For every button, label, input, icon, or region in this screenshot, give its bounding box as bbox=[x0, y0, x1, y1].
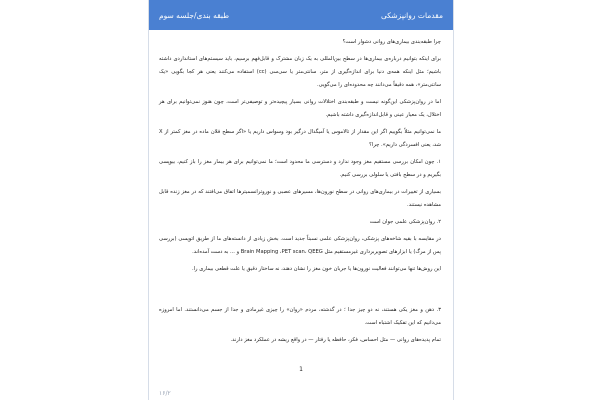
page-number: 1 bbox=[299, 366, 303, 373]
course-title: مقدمات روانپزشکی bbox=[381, 11, 443, 20]
paragraph: ۲. روان‌پزشکی علمی جوان است bbox=[369, 219, 441, 225]
document-body bbox=[159, 36, 441, 351]
header-bar bbox=[149, 0, 453, 30]
paragraph: بسیاری از تغییرات در بیماری‌های روانی در سطح نورون‌ها، مسیرهای عصبی و نوروترانسمیترها اتفاق می‌افتند که در مغز زنده قابل مشاهده نیستند. bbox=[159, 189, 441, 208]
session-title: طبقه بندی/جلسه سوم bbox=[159, 11, 230, 20]
paragraph: در مقایسه با بقیه شاخه‌های پزشکی، روان‌پزشکی علمی نسبتاً جدید است. بخش زیادی از دانسته‌های ما از طریق اتوپسی (بررسی پس از مرگ) یا ابزارهای تصویربرداری غیرمستقیم مثل Brain Mapping ،PET scan، QEEG و ... به دست آمده‌اند. bbox=[159, 236, 441, 255]
paragraph: برای اینکه بتوانیم درباره‌ی بیماری‌ها در سطح بین‌المللی به یک زبان مشترک و قابل‌فهم برسیم، باید سیستم‌های استانداردی داشته باشیم؛ مثل اینکه همه‌ی دنیا برای اندازه‌گیری از متر، سانتی‌متر یا سی‌سی (cc) استفاده می‌کنند یعنی هر کجا بگویی «یک سانتی‌متر»، همه دقیقاً می‌دانند چه محدوده‌ای را می‌گویی. bbox=[159, 56, 441, 88]
paragraph: اما در روان‌پزشکی این‌گونه نیست و طبقه‌بندی اختلالات روانی بسیار پیچیده‌تر و توصیفی‌تر است، چون هنوز نمی‌توانیم برای هر اختلال، یک معیار عینی و قابل‌اندازه‌گیری داشته باشیم. bbox=[159, 99, 441, 118]
paragraph: ۳. ذهن و مغز یکی هستند، نه دو چیز جدا ؛ در گذشته، مردم «روان» را چیزی غیرمادی و جدا از جسم می‌دانستند. اما امروزه می‌دانیم که این تفکیک اشتباه است. bbox=[159, 307, 441, 326]
paragraph: ۱. چون امکان بررسی مستقیم مغز وجود ندارد و دسترسی ما محدود است؛ ما نمی‌توانیم برای هر بیمار مغز را باز کنیم، بیوپسی بگیریم و در سطح بافتی یا سلولی بررسی کنیم. bbox=[159, 159, 441, 178]
paragraph: این روش‌ها تنها می‌توانند فعالیت نورون‌ها یا جریان خون مغز را نشان دهند، نه ساختار دقیق یا علت قطعی بیماری را. bbox=[191, 266, 441, 272]
paragraph: ما نمی‌توانیم مثلاً بگوییم اگر این مقدار از تالاموس یا آمیگدال درگیر بود وسواس داریم یا «اگر سطح فلان ماده در مغز کمتر از X شد، یعنی افسردگی داریم». چرا؟ bbox=[159, 129, 441, 148]
footer-page-indicator: ۱۶/۲ bbox=[159, 390, 171, 397]
document-page bbox=[148, 0, 454, 400]
heading: چرا طبقه‌بندی بیماری‌های روانی دشوار است؟ bbox=[342, 39, 441, 45]
paragraph: تمام پدیده‌های روانی — مثل احساس، فکر، حافظه یا رفتار — در واقع ریشه در عملکرد مغز دارند. bbox=[230, 337, 441, 343]
